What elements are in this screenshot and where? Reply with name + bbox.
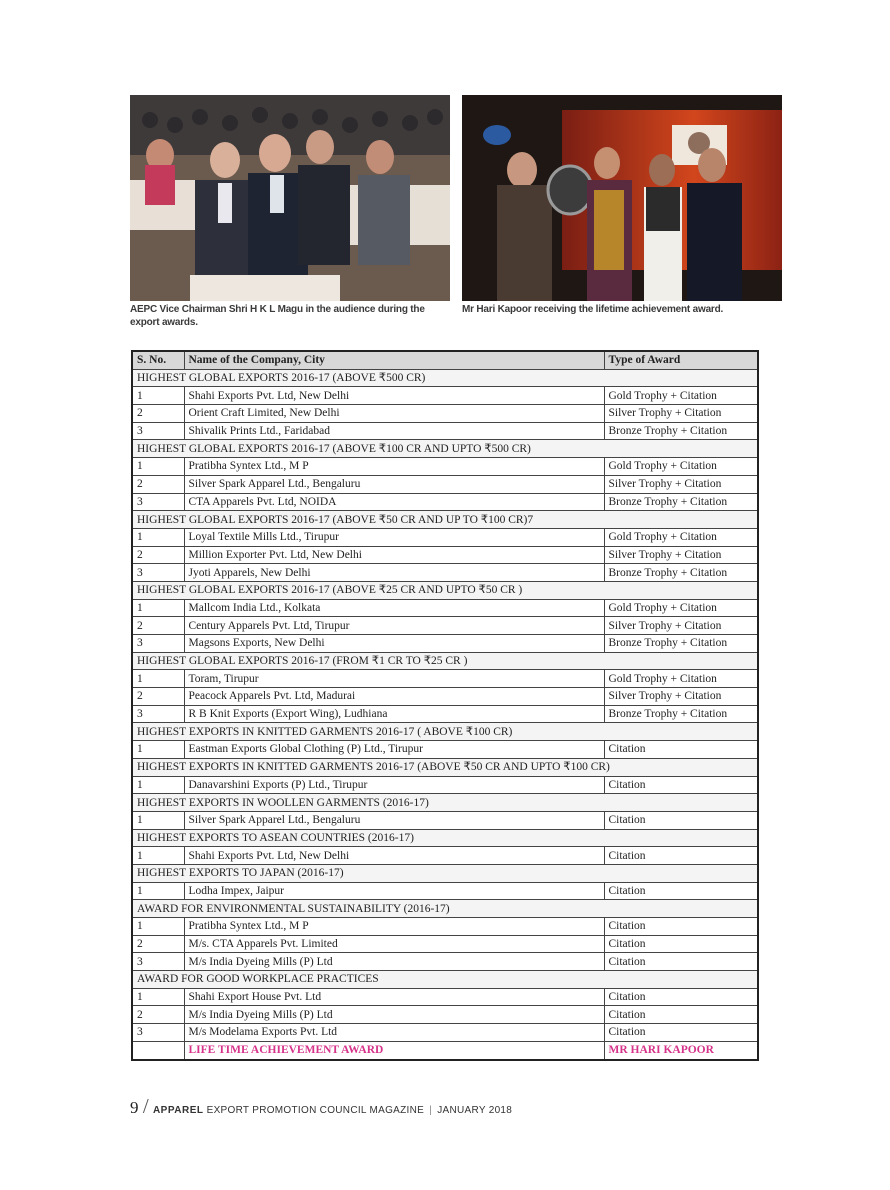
serial-number-cell: 3	[132, 953, 184, 971]
award-type-cell: Citation	[604, 1006, 758, 1024]
category-row	[132, 369, 758, 387]
category-title: HIGHEST EXPORTS IN KNITTED GARMENTS 2016-17 (ABOVE ₹50 CR AND UPTO ₹100 CR)	[132, 758, 758, 776]
award-type-cell: Silver Trophy + Citation	[604, 546, 758, 564]
category-title: HIGHEST EXPORTS TO JAPAN (2016-17)	[132, 864, 758, 882]
table-row	[132, 811, 758, 829]
award-type-cell: Gold Trophy + Citation	[604, 458, 758, 476]
award-type-cell: Citation	[604, 953, 758, 971]
serial-number-cell: 3	[132, 422, 184, 440]
table-row	[132, 988, 758, 1006]
award-type-cell: Silver Trophy + Citation	[604, 405, 758, 423]
category-row	[132, 971, 758, 989]
company-cell: M/s India Dyeing Mills (P) Ltd	[184, 953, 604, 971]
table-row	[132, 935, 758, 953]
table-row	[132, 670, 758, 688]
company-cell: Shivalik Prints Ltd., Faridabad	[184, 422, 604, 440]
serial-number-cell: 3	[132, 564, 184, 582]
category-title: HIGHEST GLOBAL EXPORTS 2016-17 (ABOVE ₹100 CR AND UPTO ₹500 CR)	[132, 440, 758, 458]
category-row	[132, 758, 758, 776]
table-row	[132, 1024, 758, 1042]
category-row	[132, 511, 758, 529]
footer-issue: JANUARY 2018	[437, 1105, 513, 1116]
award-type-cell: Bronze Trophy + Citation	[604, 635, 758, 653]
category-title: HIGHEST EXPORTS IN WOOLLEN GARMENTS (2016-17)	[132, 794, 758, 812]
company-cell: Shahi Export House Pvt. Ltd	[184, 988, 604, 1006]
award-type-cell: Citation	[604, 1024, 758, 1042]
company-cell: Shahi Exports Pvt. Ltd, New Delhi	[184, 387, 604, 405]
serial-number-cell: 1	[132, 458, 184, 476]
award-type-cell: Bronze Trophy + Citation	[604, 493, 758, 511]
award-type-cell: Citation	[604, 811, 758, 829]
right-photo-caption: Mr Hari Kapoor receiving the lifetime achievement award.	[462, 304, 724, 315]
company-cell: Loyal Textile Mills Ltd., Tirupur	[184, 528, 604, 546]
award-type-cell: Bronze Trophy + Citation	[604, 422, 758, 440]
serial-number-cell: 2	[132, 405, 184, 423]
table-row	[132, 1006, 758, 1024]
company-cell: Toram, Tirupur	[184, 670, 604, 688]
award-type-cell: Citation	[604, 988, 758, 1006]
table-row	[132, 387, 758, 405]
table-row	[132, 776, 758, 794]
category-title: AWARD FOR ENVIRONMENTAL SUSTAINABILITY (2016-17)	[132, 900, 758, 918]
category-title: HIGHEST GLOBAL EXPORTS 2016-17 (ABOVE ₹50 CR AND UP TO ₹100 CR)7	[132, 511, 758, 529]
award-type-cell: Citation	[604, 741, 758, 759]
award-type-cell: Gold Trophy + Citation	[604, 670, 758, 688]
award-type-cell: Gold Trophy + Citation	[604, 387, 758, 405]
serial-number-cell: 2	[132, 617, 184, 635]
award-type-cell: Citation	[604, 882, 758, 900]
award-type-cell: Silver Trophy + Citation	[604, 617, 758, 635]
company-cell: M/s India Dyeing Mills (P) Ltd	[184, 1006, 604, 1024]
award-type-cell: Citation	[604, 847, 758, 865]
company-cell: Pratibha Syntex Ltd., M P	[184, 458, 604, 476]
footer-publication: EXPORT PROMOTION COUNCIL MAGAZINE	[206, 1105, 425, 1116]
category-title: HIGHEST EXPORTS IN KNITTED GARMENTS 2016-17 ( ABOVE ₹100 CR)	[132, 723, 758, 741]
award-type-cell: Bronze Trophy + Citation	[604, 564, 758, 582]
company-cell: Shahi Exports Pvt. Ltd, New Delhi	[184, 847, 604, 865]
serial-number-cell: 2	[132, 546, 184, 564]
table-row	[132, 458, 758, 476]
company-cell: Pratibha Syntex Ltd., M P	[184, 918, 604, 936]
company-cell: Lodha Impex, Jaipur	[184, 882, 604, 900]
company-cell: Silver Spark Apparel Ltd., Bengaluru	[184, 475, 604, 493]
company-cell: Danavarshini Exports (P) Ltd., Tirupur	[184, 776, 604, 794]
award-type-cell: Gold Trophy + Citation	[604, 528, 758, 546]
award-type-cell: MR HARI KAPOOR	[604, 1041, 758, 1059]
audience-photo-image	[130, 95, 450, 301]
serial-number-cell: 1	[132, 988, 184, 1006]
award-type-cell: Gold Trophy + Citation	[604, 599, 758, 617]
award-type-cell: Silver Trophy + Citation	[604, 475, 758, 493]
serial-number-cell: 1	[132, 847, 184, 865]
table-row	[132, 422, 758, 440]
table-row	[132, 528, 758, 546]
table-row	[132, 953, 758, 971]
table-row	[132, 882, 758, 900]
header-sno: S. No.	[132, 351, 184, 369]
category-row	[132, 723, 758, 741]
company-cell: Jyoti Apparels, New Delhi	[184, 564, 604, 582]
award-type-cell: Silver Trophy + Citation	[604, 688, 758, 706]
serial-number-cell: 1	[132, 776, 184, 794]
company-cell: Peacock Apparels Pvt. Ltd, Madurai	[184, 688, 604, 706]
serial-number-cell: 1	[132, 670, 184, 688]
serial-number-cell: 2	[132, 688, 184, 706]
company-cell: Orient Craft Limited, New Delhi	[184, 405, 604, 423]
table-row	[132, 493, 758, 511]
award-type-cell: Citation	[604, 935, 758, 953]
award-type-cell: Bronze Trophy + Citation	[604, 705, 758, 723]
page-footer	[130, 1094, 512, 1119]
table-row	[132, 475, 758, 493]
category-row	[132, 864, 758, 882]
serial-number-cell: 1	[132, 811, 184, 829]
serial-number-cell: 1	[132, 599, 184, 617]
serial-number-cell: 1	[132, 528, 184, 546]
table-row	[132, 564, 758, 582]
company-cell: Eastman Exports Global Clothing (P) Ltd., Tirupur	[184, 741, 604, 759]
category-title: HIGHEST EXPORTS TO ASEAN COUNTRIES (2016-17)	[132, 829, 758, 847]
serial-number-cell: 3	[132, 635, 184, 653]
company-cell: Century Apparels Pvt. Ltd, Tirupur	[184, 617, 604, 635]
header-award-type: Type of Award	[604, 351, 758, 369]
serial-number-cell: 2	[132, 475, 184, 493]
page-number: 9	[130, 1098, 139, 1117]
category-title: AWARD FOR GOOD WORKPLACE PRACTICES	[132, 971, 758, 989]
award-photo	[462, 95, 782, 301]
table-row	[132, 599, 758, 617]
company-cell: Million Exporter Pvt. Ltd, New Delhi	[184, 546, 604, 564]
footer-slash: /	[142, 1094, 149, 1118]
category-row	[132, 829, 758, 847]
category-title: HIGHEST GLOBAL EXPORTS 2016-17 (FROM ₹1 CR TO ₹25 CR )	[132, 652, 758, 670]
company-cell: CTA Apparels Pvt. Ltd, NOIDA	[184, 493, 604, 511]
table-row	[132, 617, 758, 635]
table-row	[132, 546, 758, 564]
company-cell: R B Knit Exports (Export Wing), Ludhiana	[184, 705, 604, 723]
serial-number-cell: 1	[132, 882, 184, 900]
category-row	[132, 581, 758, 599]
serial-number-cell: 3	[132, 1024, 184, 1042]
award-type-cell: Citation	[604, 918, 758, 936]
serial-number-cell: 2	[132, 1006, 184, 1024]
category-row	[132, 900, 758, 918]
company-cell: M/s. CTA Apparels Pvt. Limited	[184, 935, 604, 953]
table-row	[132, 405, 758, 423]
footer-separator: |	[429, 1105, 433, 1116]
lifetime-award-row	[132, 1041, 758, 1059]
company-cell: Mallcom India Ltd., Kolkata	[184, 599, 604, 617]
table-row	[132, 688, 758, 706]
footer-brand: APPAREL	[152, 1105, 204, 1116]
awards-table-body	[132, 369, 758, 1059]
category-title: HIGHEST GLOBAL EXPORTS 2016-17 (ABOVE ₹500 CR)	[132, 369, 758, 387]
company-cell: Magsons Exports, New Delhi	[184, 635, 604, 653]
table-row	[132, 635, 758, 653]
serial-number-cell: 1	[132, 918, 184, 936]
category-title: HIGHEST GLOBAL EXPORTS 2016-17 (ABOVE ₹25 CR AND UPTO ₹50 CR )	[132, 581, 758, 599]
serial-number-cell: 1	[132, 387, 184, 405]
category-row	[132, 440, 758, 458]
audience-photo	[130, 95, 450, 301]
company-cell: LIFE TIME ACHIEVEMENT AWARD	[184, 1041, 604, 1059]
awards-table	[131, 350, 759, 1061]
serial-number-cell: 3	[132, 493, 184, 511]
serial-number-cell: 2	[132, 935, 184, 953]
award-photo-image	[462, 95, 782, 301]
table-row	[132, 918, 758, 936]
table-row	[132, 847, 758, 865]
left-photo-caption: AEPC Vice Chairman Shri H K L Magu in the audience during the export awards.	[130, 304, 425, 328]
category-row	[132, 794, 758, 812]
table-row	[132, 705, 758, 723]
serial-number-cell	[132, 1041, 184, 1059]
table-row	[132, 741, 758, 759]
company-cell: M/s Modelama Exports Pvt. Ltd	[184, 1024, 604, 1042]
serial-number-cell: 3	[132, 705, 184, 723]
table-header-row	[132, 351, 758, 369]
category-row	[132, 652, 758, 670]
company-cell: Silver Spark Apparel Ltd., Bengaluru	[184, 811, 604, 829]
award-type-cell: Citation	[604, 776, 758, 794]
serial-number-cell: 1	[132, 741, 184, 759]
header-company: Name of the Company, City	[184, 351, 604, 369]
